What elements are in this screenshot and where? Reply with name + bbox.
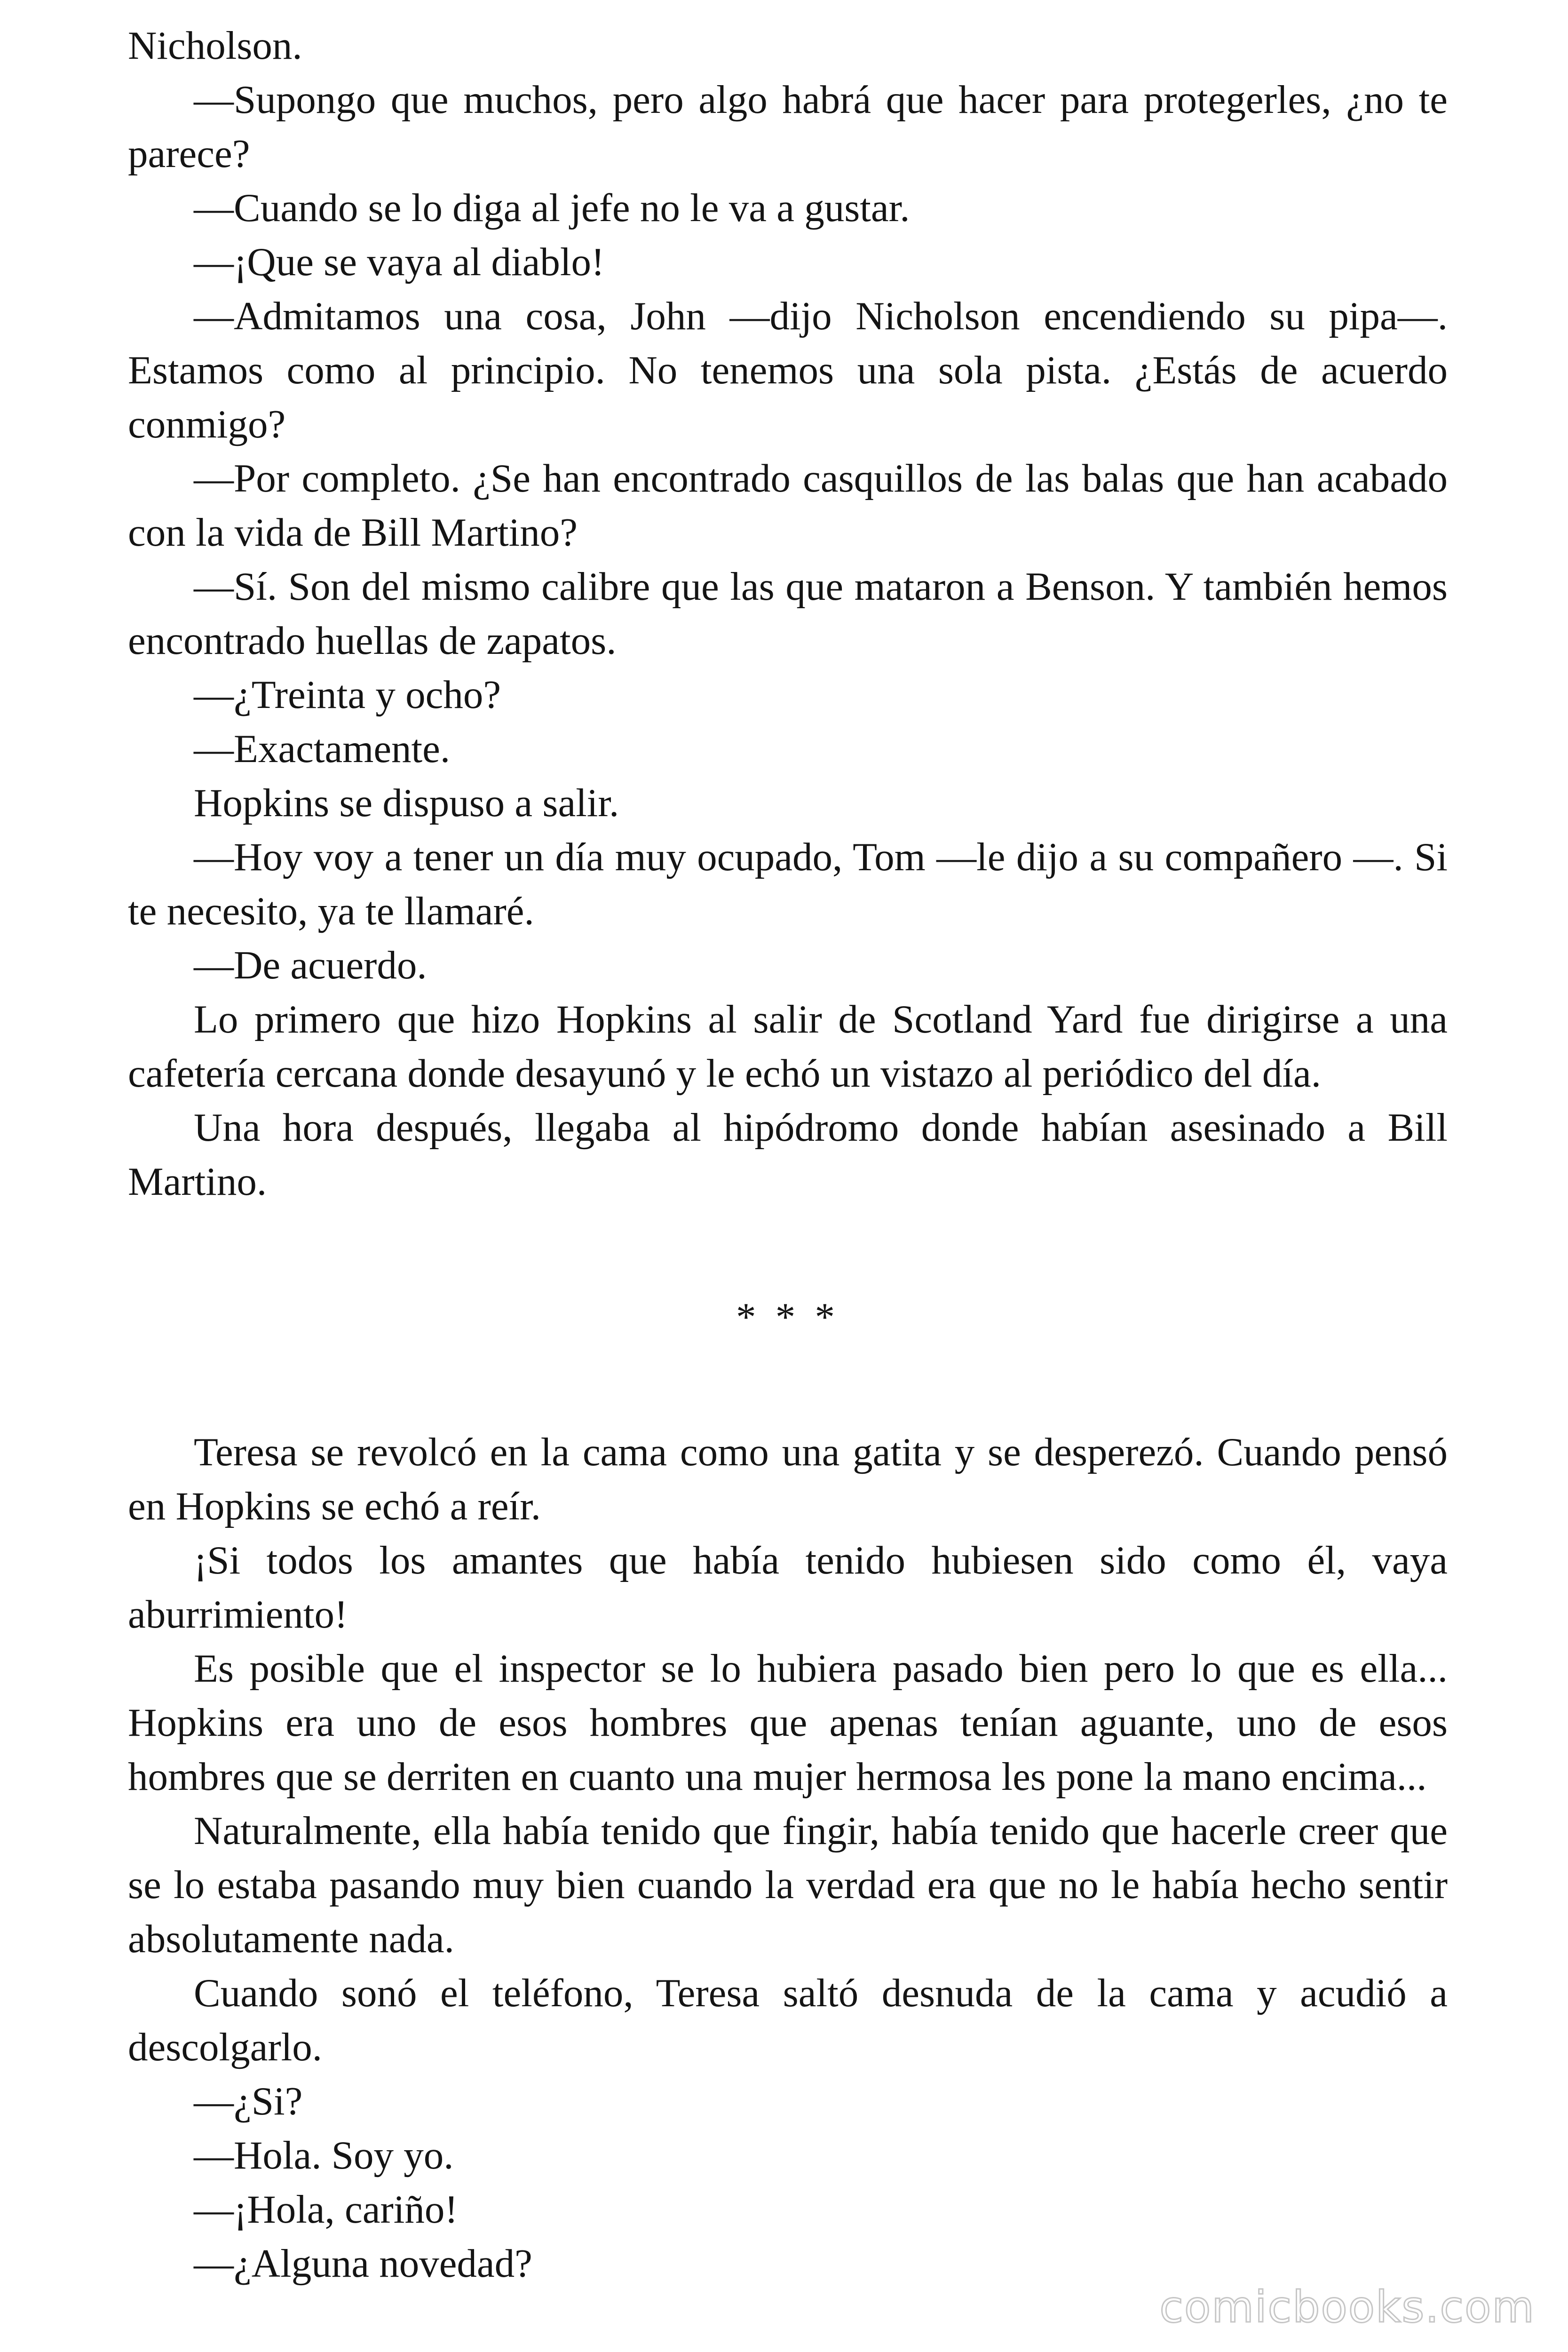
paragraph: ¡Si todos los amantes que había tenido hubiesen sido como él, vaya aburrimiento!: [128, 1538, 1448, 1637]
paragraphs-after: [128, 1425, 1448, 2291]
section-separator: * * *: [736, 1295, 839, 1339]
paragraph: —¡Hola, cariño!: [194, 2187, 458, 2232]
paragraph: —¿Alguna novedad?: [194, 2241, 532, 2286]
paragraph: —Sí. Son del mismo calibre que las que mataron a Benson. Y también hemos encontrado huellas de zapatos.: [128, 564, 1448, 663]
paragraph: —Admitamos una cosa, John —dijo Nicholson encendiendo su pipa—. Estamos como al principio. No tenemos una sola pista. ¿Estás de acuerdo conmigo?: [128, 294, 1448, 446]
paragraph: Naturalmente, ella había tenido que fingir, había tenido que hacerle creer que se lo estaba pasando muy bien cuando la verdad era que no le había hecho sentir absolutamente nada.: [128, 1809, 1448, 1961]
paragraph: —Cuando se lo diga al jefe no le va a gustar.: [194, 186, 910, 230]
paragraph: Lo primero que hizo Hopkins al salir de Scotland Yard fue dirigirse a una cafetería cercana donde desayunó y le echó un vistazo al periódico del día.: [128, 997, 1448, 1096]
paragraph: Cuando sonó el teléfono, Teresa saltó desnuda de la cama y acudió a descolgarlo.: [128, 1971, 1448, 2069]
paragraphs-before: [128, 19, 1448, 1209]
paragraph: —¿Si?: [194, 2079, 303, 2123]
paragraph: —Exactamente.: [194, 727, 451, 771]
document-page: [128, 19, 1448, 2291]
paragraph: Hopkins se dispuso a salir.: [194, 781, 619, 825]
paragraph: Es posible que el inspector se lo hubiera pasado bien pero lo que es ella... Hopkins era uno de esos hombres que apenas tenían aguante, uno de esos hombres que se derriten en cuanto una mujer hermosa les pone la mano encima...: [128, 1646, 1448, 1799]
paragraph: Nicholson.: [128, 24, 302, 68]
paragraph: —Supongo que muchos, pero algo habrá que hacer para protegerles, ¿no te parece?: [128, 78, 1448, 176]
watermark-logo: comicbooks.com: [1159, 2282, 1535, 2332]
paragraph: —Por completo. ¿Se han encontrado casquillos de las balas que han acabado con la vida de Bill Martino?: [128, 456, 1448, 555]
paragraph: —Hola. Soy yo.: [194, 2133, 454, 2177]
paragraph: Teresa se revolcó en la cama como una gatita y se desperezó. Cuando pensó en Hopkins se echó a reír.: [128, 1430, 1448, 1528]
paragraph: Una hora después, llegaba al hipódromo donde habían asesinado a Bill Martino.: [128, 1105, 1448, 1204]
paragraph: —Hoy voy a tener un día muy ocupado, Tom —le dijo a su compañero —. Si te necesito, ya te llamaré.: [128, 835, 1448, 933]
paragraph: —¿Treinta y ocho?: [194, 673, 501, 717]
paragraph: —¡Que se vaya al diablo!: [194, 240, 605, 284]
paragraph: —De acuerdo.: [194, 943, 427, 987]
